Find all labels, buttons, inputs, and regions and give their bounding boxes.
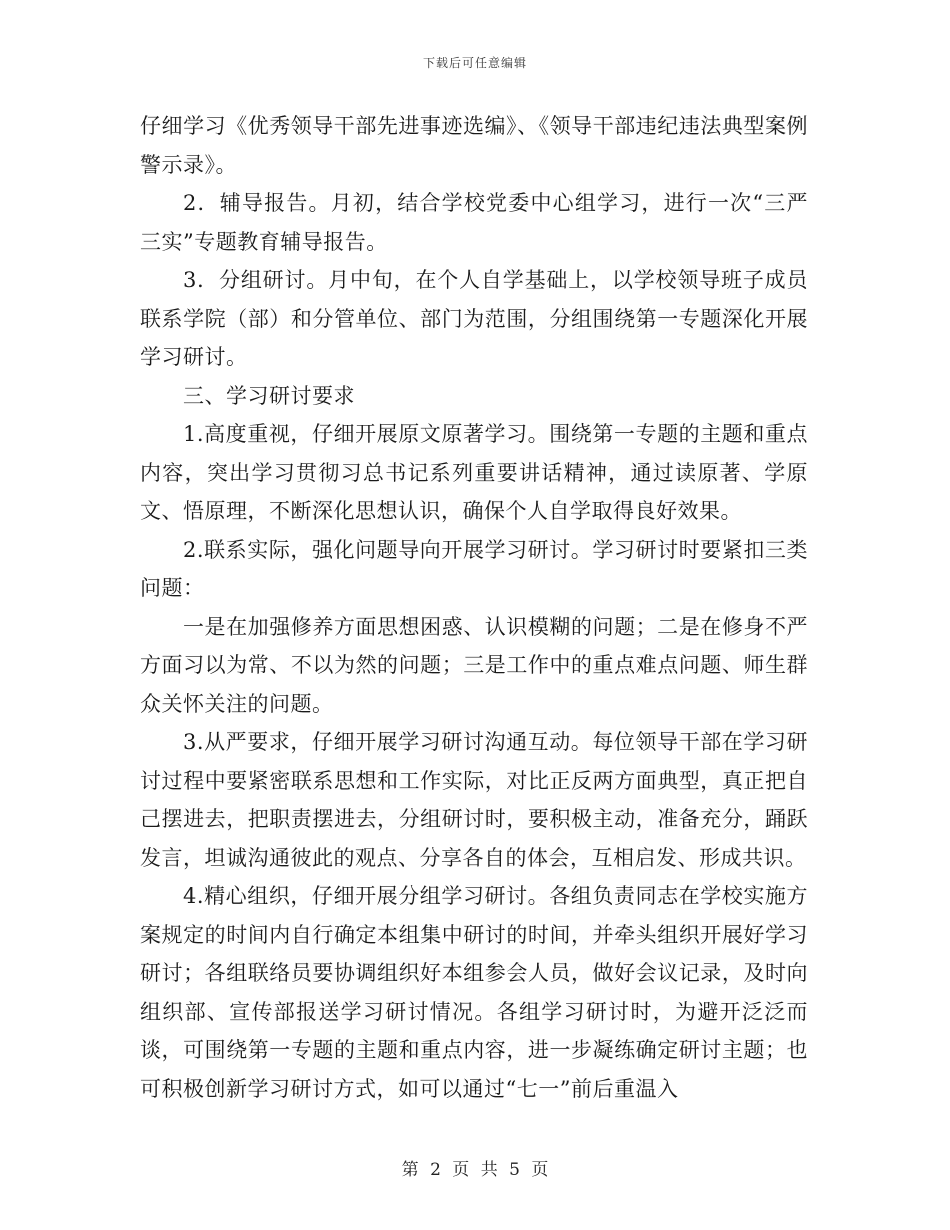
paragraph: 2．辅导报告。月初，结合学校党委中心组学习，进行一次“三严三实”专题教育辅导报告。	[140, 191, 808, 254]
paragraph: 仔细学习《优秀领导干部先进事迹选编》、《领导干部违纪违法典型案例警示录》。	[140, 114, 808, 177]
paragraph: 2.联系实际，强化问题导向开展学习研讨。学习研讨时要紧扣三类问题：	[140, 537, 808, 600]
paragraph: 3．分组研讨。月中旬，在个人自学基础上，以学校领导班子成员联系学院（部）和分管单位、部门为范围，分组围绕第一专题深化开展学习研讨。	[140, 268, 808, 369]
document-body	[140, 107, 808, 1108]
paragraph: 1.高度重视，仔细开展原文原著学习。围绕第一专题的主题和重点内容，突出学习贯彻习总书记系列重要讲话精神，通过读原著、学原文、悟原理，不断深化思想认识，确保个人自学取得良好效果。	[140, 422, 808, 523]
section-heading: 三、学习研讨要求	[183, 383, 355, 408]
paragraph: 一是在加强修养方面思想困惑、认识模糊的问题；二是在修身不严方面习以为常、不以为然的问题；三是工作中的重点难点问题、师生群众关怀关注的问题。	[140, 614, 808, 716]
page-header: 下载后可任意编辑	[422, 56, 527, 70]
paragraph: 4.精心组织，仔细开展分组学习研讨。各组负责同志在学校实施方案规定的时间内自行确定本组集中研讨的时间，并牵头组织开展好学习研讨；各组联络员要协调组织好本组参会人员，做好会议记录，及时向组织部、宣传部报送学习研讨情况。各组学习研讨时，为避开泛泛而谈，可围绕第一专题的主题和重点内容，进一步凝练确定研讨主题；也可积极创新学习研讨方式，如可以通过“七一”前后重温入	[140, 884, 808, 1101]
paragraph: 3.从严要求，仔细开展学习研讨沟通互动。每位领导干部在学习研讨过程中要紧密联系思想和工作实际，对比正反两方面典型，真正把自己摆进去，把职责摆进去，分组研讨时，要积极主动，准备充分，踊跃发言，坦诚沟通彼此的观点、分享各自的体会，互相启发、形成共识。	[140, 730, 808, 870]
page-number: 第 2 页 共 5 页	[401, 1160, 549, 1180]
